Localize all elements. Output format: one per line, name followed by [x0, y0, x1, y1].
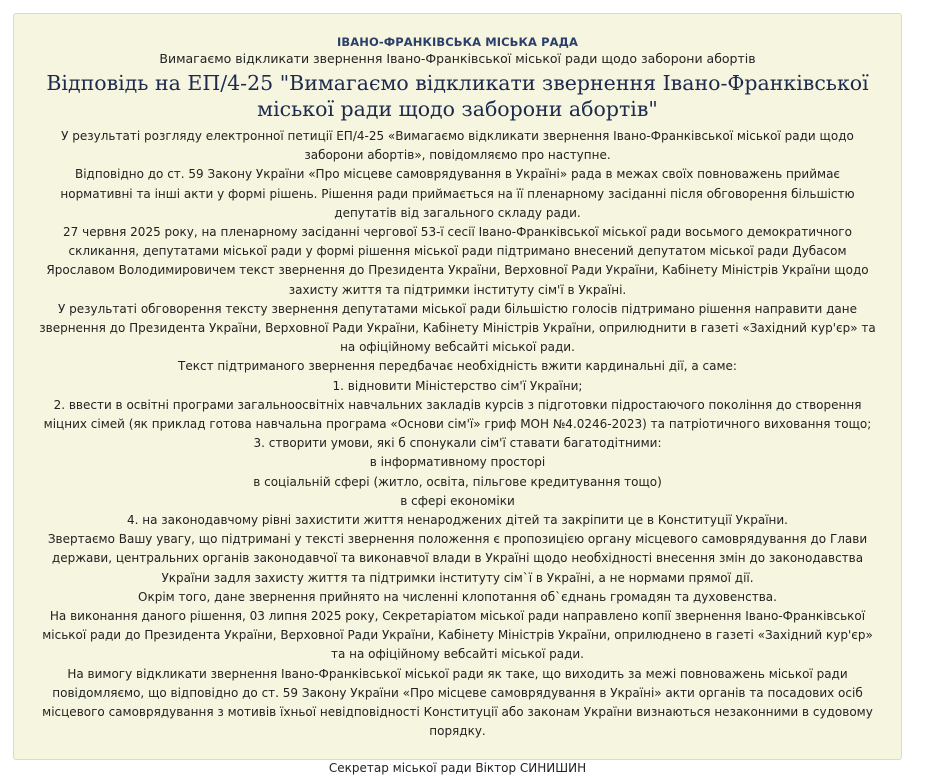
paragraph-requests: Окрім того, дане звернення прийнято на численні клопотання об`єднань громадян та духовенства. — [138, 589, 777, 604]
list-item-legislation: 4. на законодавчому рівні захистити життя ненароджених дітей та закріпити це в Конституції України. — [127, 513, 788, 528]
paragraph-law-reference: Відповідно до ст. 59 Закону України «Про місцеве самоврядування в Україні» рада в межах своїх повноважень приймає нормативні та інші акти у формі рішень. Рішення ради приймається на її пленарному засіданні після обговорення більшістю депутатів від загального складу ради. — [60, 167, 855, 220]
paragraph-intro: У результаті розгляду електронної петиції ЕП/4-25 «Вимагаємо відкликати звернення Івано-Франківської міської ради щодо заборони абортів», повідомляємо про наступне. — [61, 129, 854, 163]
sub-item-economy: в сфері економіки — [400, 493, 515, 508]
paragraph-execution: На виконання даного рішення, 03 липня 2025 року, Секретаріатом міської ради направлено копії звернення Івано-Франківської міської ради до Президента України, Верховної Ради України, Кабінету Міністрів України, оприлюднено в газеті «Західний кур'єр» та на офіційному вебсайті міської ради. — [42, 609, 873, 662]
petition-name: Вимагаємо відкликати звернення Івано-Франківської міської ради щодо заборони абортів — [159, 51, 756, 66]
paragraph-conclusion: На вимогу відкликати звернення Івано-Франківської міської ради як таке, що виходить за межі повноважень міської ради повідомляємо, що відповідно до ст. 59 Закону України «Про місцеве самоврядування в Україні» акти органів та посадових осіб місцевого самоврядування з мотивів їхньої невідповідності Конституції або законам України визнаються незаконними в судовому порядку. — [42, 666, 873, 739]
list-item-conditions: 3. створити умови, які б спонукали сім'ї ставати багатодітними: — [253, 436, 662, 451]
signature: Секретар міської ради Віктор СИНИШИН — [328, 760, 587, 775]
council-name: ІВАНО-ФРАНКІВСЬКА МІСЬКА РАДА — [336, 35, 579, 49]
sub-item-social: в соціальній сфері (житло, освіта, пільгове кредитування тощо) — [253, 474, 662, 489]
paragraph-actions-intro: Текст підтриманого звернення передбачає необхідність вжити кардинальні дії, а саме: — [178, 359, 737, 374]
paragraph-attention: Звертаємо Вашу увагу, що підтримані у тексті звернення положення є пропозицією органу місцевого самоврядування до Глави держави, центральних органів законодавчої та виконавчої влади в Україні щодо необхідності внесення змін до законодавства України задля захисту життя та підтримки інституту сім`ї в Україні, а не нормами прямої дії. — [47, 532, 868, 585]
response-body — [38, 127, 877, 778]
sub-item-information: в інформативному просторі — [369, 455, 546, 470]
paragraph-discussion: У результаті обговорення тексту звернення депутатами міської ради більшістю голосів підтримано рішення направити дане звернення до Президента України, Верховної Ради України, Кабінету Міністрів України, оприлюднити в газеті «Західний кур'єр» та на офіційному вебсайті міської ради. — [39, 301, 876, 355]
page-title: Відповідь на ЕП/4-25 "Вимагаємо відкликати звернення Івано-Франківської міської ради щодо заборони абортів" — [46, 71, 869, 121]
paragraph-session: 27 червня 2025 року, на пленарному засіданні чергової 53-ї сесії Івано-Франківської міської ради восьмого демократичного скликання, депутатами міської ради у формі рішення міської ради підтримано внесений депутатом міської ради Дубасом Ярославом Володимировичем текст звернення до Президента України, Верховної Ради України, Кабінету Міністрів України щодо захисту життя та підтримки інституту сім'ї в Україні. — [46, 225, 869, 297]
petition-response-card — [13, 13, 902, 775]
list-item-education: 2. ввести в освітні програми загальноосвітніх навчальних закладів курсів з підготовки підростаючого покоління до створення міцних сімей (як приклад готова навчальна програма «Основи сім'ї» гриф МОН №4.0246-2023) та патріотичного виховання тощо; — [43, 397, 872, 432]
list-item-ministry: 1. відновити Міністерство сім'ї України; — [332, 378, 583, 393]
